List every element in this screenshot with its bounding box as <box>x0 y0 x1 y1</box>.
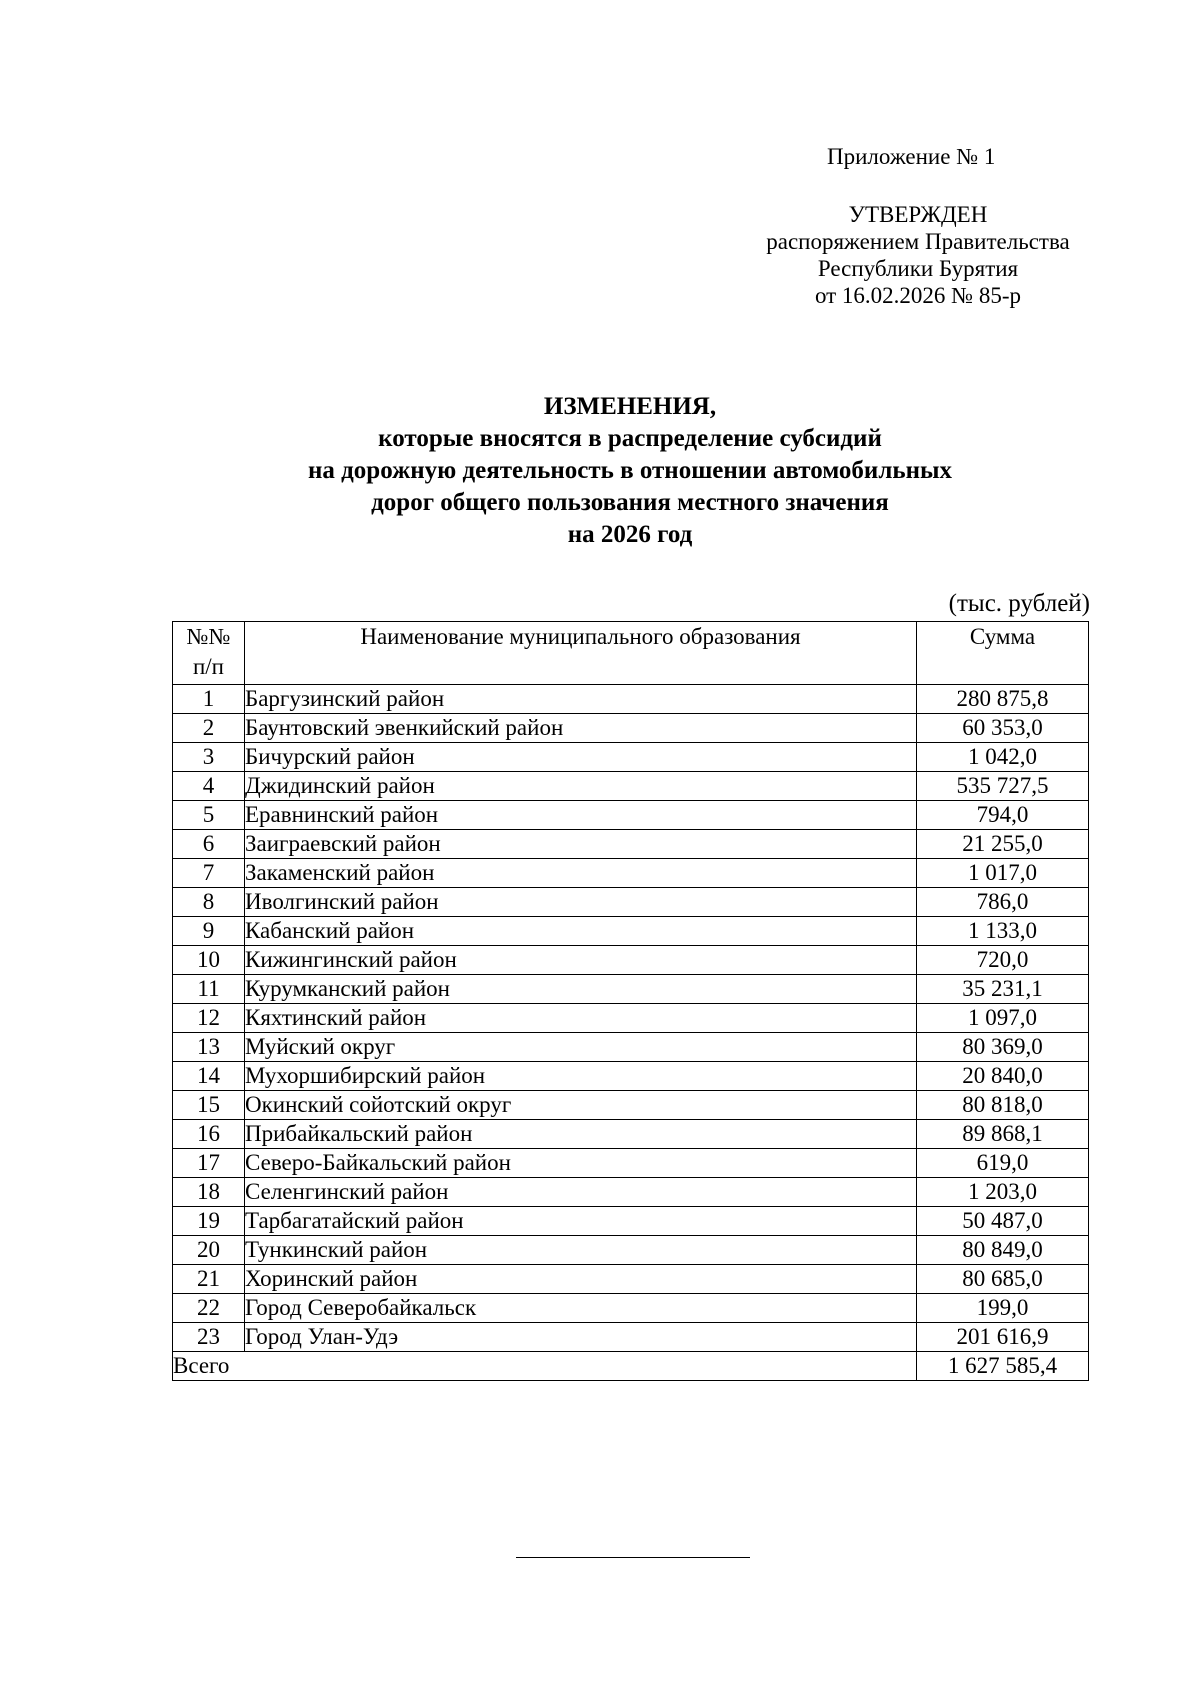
row-name: Тункинский район <box>245 1236 917 1265</box>
row-sum: 1 203,0 <box>917 1178 1089 1207</box>
row-name: Окинский сойотский округ <box>245 1091 917 1120</box>
row-number: 5 <box>173 801 245 830</box>
table-row <box>173 1004 1089 1033</box>
table-row <box>173 975 1089 1004</box>
table-row <box>173 946 1089 975</box>
subsidy-table <box>172 621 1089 1381</box>
row-name: Прибайкальский район <box>245 1120 917 1149</box>
row-sum: 280 875,8 <box>917 685 1089 714</box>
row-name: Баргузинский район <box>245 685 917 714</box>
table-row <box>173 1294 1089 1323</box>
row-number: 18 <box>173 1178 245 1207</box>
row-name: Тарбагатайский район <box>245 1207 917 1236</box>
table-row <box>173 830 1089 859</box>
row-sum: 201 616,9 <box>917 1323 1089 1352</box>
row-name: Город Улан-Удэ <box>245 1323 917 1352</box>
row-name: Заиграевский район <box>245 830 917 859</box>
row-sum: 50 487,0 <box>917 1207 1089 1236</box>
document-title <box>150 391 1110 551</box>
row-sum: 720,0 <box>917 946 1089 975</box>
row-number: 16 <box>173 1120 245 1149</box>
row-sum: 1 133,0 <box>917 917 1089 946</box>
row-name: Кабанский район <box>245 917 917 946</box>
row-number: 7 <box>173 859 245 888</box>
row-sum: 20 840,0 <box>917 1062 1089 1091</box>
table-row <box>173 1265 1089 1294</box>
row-name: Иволгинский район <box>245 888 917 917</box>
table-row <box>173 1323 1089 1352</box>
row-sum: 199,0 <box>917 1294 1089 1323</box>
row-sum: 89 868,1 <box>917 1120 1089 1149</box>
header-name: Наименование муниципального образования <box>245 622 917 685</box>
title-line: которые вносятся в распределение субсидий <box>378 425 882 452</box>
table-row <box>173 1149 1089 1178</box>
row-name: Хоринский район <box>245 1265 917 1294</box>
total-label: Всего <box>173 1352 917 1381</box>
row-sum: 80 685,0 <box>917 1265 1089 1294</box>
row-number: 15 <box>173 1091 245 1120</box>
table-header-row <box>173 622 1089 685</box>
table-row <box>173 1062 1089 1091</box>
header-number <box>173 622 245 685</box>
row-number: 17 <box>173 1149 245 1178</box>
row-name: Кижингинский район <box>245 946 917 975</box>
approval-line: распоряжением Правительства <box>766 229 1070 254</box>
row-sum: 80 369,0 <box>917 1033 1089 1062</box>
row-number: 19 <box>173 1207 245 1236</box>
row-name: Город Северобайкальск <box>245 1294 917 1323</box>
row-number: 11 <box>173 975 245 1004</box>
row-name: Джидинский район <box>245 772 917 801</box>
row-sum: 786,0 <box>917 888 1089 917</box>
row-name: Баунтовский эвенкийский район <box>245 714 917 743</box>
approval-line: УТВЕРЖДЕН <box>848 202 988 227</box>
row-number: 22 <box>173 1294 245 1323</box>
approval-block <box>738 201 1098 309</box>
total-sum: 1 627 585,4 <box>917 1352 1089 1381</box>
row-name: Муйский округ <box>245 1033 917 1062</box>
units-label: (тыс. рублей) <box>948 590 1090 617</box>
row-number: 9 <box>173 917 245 946</box>
table-row <box>173 801 1089 830</box>
table-row <box>173 743 1089 772</box>
header-number-line1: №№ <box>186 624 231 649</box>
row-sum: 619,0 <box>917 1149 1089 1178</box>
table-row <box>173 1120 1089 1149</box>
title-line: на 2026 год <box>567 521 693 548</box>
row-number: 10 <box>173 946 245 975</box>
row-name: Мухоршибирский район <box>245 1062 917 1091</box>
row-number: 8 <box>173 888 245 917</box>
row-number: 13 <box>173 1033 245 1062</box>
table-row <box>173 1033 1089 1062</box>
row-number: 6 <box>173 830 245 859</box>
row-number: 23 <box>173 1323 245 1352</box>
row-name: Бичурский район <box>245 743 917 772</box>
row-name: Курумканский район <box>245 975 917 1004</box>
table-row <box>173 685 1089 714</box>
row-sum: 80 818,0 <box>917 1091 1089 1120</box>
table-row <box>173 772 1089 801</box>
table-row <box>173 714 1089 743</box>
row-sum: 21 255,0 <box>917 830 1089 859</box>
row-sum: 80 849,0 <box>917 1236 1089 1265</box>
row-number: 3 <box>173 743 245 772</box>
row-sum: 535 727,5 <box>917 772 1089 801</box>
row-name: Селенгинский район <box>245 1178 917 1207</box>
approval-line: Республики Бурятия <box>817 256 1019 281</box>
row-name: Еравнинский район <box>245 801 917 830</box>
row-number: 2 <box>173 714 245 743</box>
closing-rule <box>516 1557 750 1558</box>
row-sum: 35 231,1 <box>917 975 1089 1004</box>
title-line: на дорожную деятельность в отношении автомобильных <box>307 457 952 484</box>
row-sum: 794,0 <box>917 801 1089 830</box>
row-sum: 1 017,0 <box>917 859 1089 888</box>
row-number: 12 <box>173 1004 245 1033</box>
table-row <box>173 888 1089 917</box>
table-row <box>173 1091 1089 1120</box>
row-name: Северо-Байкальский район <box>245 1149 917 1178</box>
table-row <box>173 917 1089 946</box>
table-row <box>173 1236 1089 1265</box>
table-row <box>173 1178 1089 1207</box>
title-line: дорог общего пользования местного значения <box>371 489 889 516</box>
appendix-label: Приложение № 1 <box>827 144 996 169</box>
table-row <box>173 1207 1089 1236</box>
row-name: Закаменский район <box>245 859 917 888</box>
total-row <box>173 1352 1089 1381</box>
approval-line: от 16.02.2026 № 85-р <box>814 283 1022 308</box>
header-number-line2: п/п <box>192 654 224 679</box>
row-sum: 1 042,0 <box>917 743 1089 772</box>
row-number: 20 <box>173 1236 245 1265</box>
row-sum: 1 097,0 <box>917 1004 1089 1033</box>
row-number: 4 <box>173 772 245 801</box>
row-name: Кяхтинский район <box>245 1004 917 1033</box>
row-number: 21 <box>173 1265 245 1294</box>
title-line: ИЗМЕНЕНИЯ, <box>543 393 717 420</box>
table-row <box>173 859 1089 888</box>
row-sum: 60 353,0 <box>917 714 1089 743</box>
header-sum: Сумма <box>917 622 1089 685</box>
row-number: 1 <box>173 685 245 714</box>
row-number: 14 <box>173 1062 245 1091</box>
